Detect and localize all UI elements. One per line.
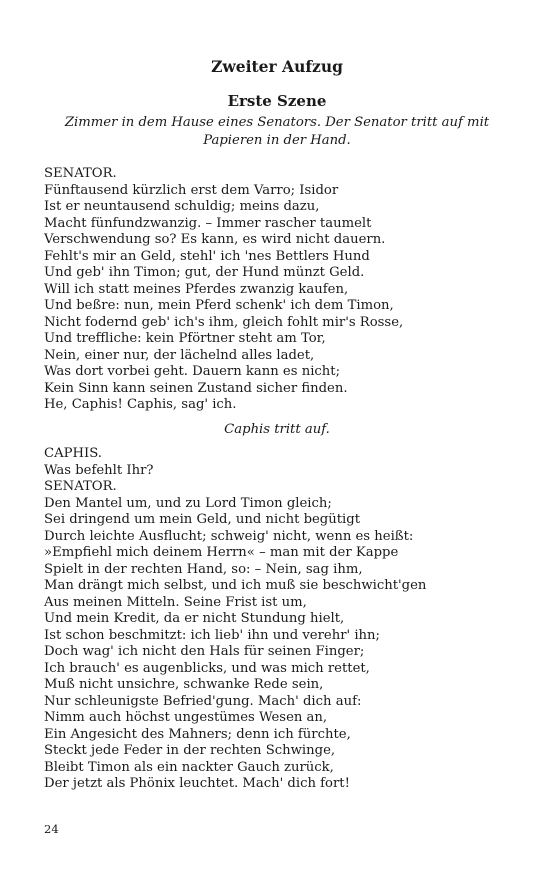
verse-line: Man drängt mich selbst, und ich muß sie beschwicht'gen	[44, 578, 427, 593]
verse-line: Was dort vorbei geht. Dauern kann es nicht;	[44, 364, 341, 379]
verse-line: Der jetzt als Phönix leuchtet. Mach' dich fort!	[44, 776, 350, 791]
verse-line: Durch leichte Ausflucht; schweig' nicht, wenn es heißt:	[44, 528, 414, 544]
verse-line: Und treffliche: kein Pförtner steht am Tor,	[44, 331, 326, 346]
verse-line: He, Caphis! Caphis, sag' ich.	[44, 397, 237, 412]
verse-line: Nur schleunigste Befried'gung. Mach' dich auf:	[44, 693, 362, 709]
stage-direction-entrance: Caphis tritt auf.	[224, 421, 330, 437]
speech-senator-1	[44, 166, 510, 414]
verse-line: Was befehlt Ihr?	[44, 462, 154, 478]
verse-line: Spielt in der rechten Hand, so: – Nein, sag ihm,	[44, 561, 363, 577]
verse-line: Verschwendung so? Es kann, es wird nicht dauern.	[44, 232, 386, 247]
speaker-name: SENATOR.	[44, 166, 117, 181]
verse-line: Ein Angesicht des Mahners; denn ich fürchte,	[44, 726, 351, 742]
verse-line: »Empfiehl mich deinem Herrn« – man mit der Kappe	[44, 545, 399, 560]
verse-line: Doch wag' ich nicht den Hals für seinen Finger;	[44, 644, 365, 659]
speech-caphis	[44, 446, 510, 479]
verse-line: Sei dringend um mein Geld, und nicht begütigt	[44, 512, 361, 527]
verse-line: Will ich statt meines Pferdes zwanzig kaufen,	[44, 281, 349, 297]
verse-lines	[44, 496, 510, 793]
verse-line: Fünftausend kürzlich erst dem Varro; Isidor	[44, 182, 339, 198]
verse-line: Nimm auch höchst ungestümes Wesen an,	[44, 710, 328, 725]
verse-line: Aus meinen Mitteln. Seine Frist ist um,	[44, 594, 307, 610]
act-title: Zweiter Aufzug	[211, 57, 343, 76]
scene-title: Erste Szene	[227, 92, 327, 110]
verse-line: Nicht fodernd geb' ich's ihm, gleich fohlt mir's Rosse,	[44, 314, 404, 330]
verse-lines	[44, 183, 510, 414]
verse-line: Den Mantel um, und zu Lord Timon gleich;	[44, 495, 332, 511]
speaker-name: CAPHIS.	[44, 446, 102, 461]
page-number: 24	[44, 822, 59, 836]
speaker-name: SENATOR.	[44, 479, 117, 494]
verse-line: Ist schon beschmitzt: ich lieb' ihn und verehr' ihn;	[44, 627, 380, 643]
verse-line: Und geb' ihn Timon; gut, der Hund münzt Geld.	[44, 265, 365, 280]
verse-line: Bleibt Timon als ein nackter Gauch zurück,	[44, 759, 334, 775]
verse-line: Und beßre: nun, mein Pferd schenk' ich dem Timon,	[44, 298, 394, 313]
speech-senator-2	[44, 479, 510, 793]
verse-line: Steckt jede Feder in der rechten Schwinge,	[44, 743, 336, 758]
verse-line: Ich brauch' es augenblicks, und was mich rettet,	[44, 660, 370, 676]
verse-line: Fehlt's mir an Geld, stehl' ich 'nes Bettlers Hund	[44, 248, 370, 264]
verse-line: Kein Sinn kann seinen Zustand sicher finden.	[44, 380, 348, 396]
stage-direction-intro: Zimmer in dem Hause eines Senators. Der Senator tritt auf mit Papieren in der Hand.	[64, 115, 490, 148]
page-body	[44, 56, 510, 793]
verse-line: Nein, einer nur, der lächelnd alles ladet,	[44, 347, 315, 363]
verse-line: Und mein Kredit, da er nicht Stundung hielt,	[44, 611, 345, 626]
verse-line: Macht fünfundzwanzig. – Immer rascher taumelt	[44, 215, 372, 231]
verse-line: Muß nicht unsichre, schwanke Rede sein,	[44, 677, 324, 692]
verse-line: Ist er neuntausend schuldig; meins dazu,	[44, 199, 320, 214]
